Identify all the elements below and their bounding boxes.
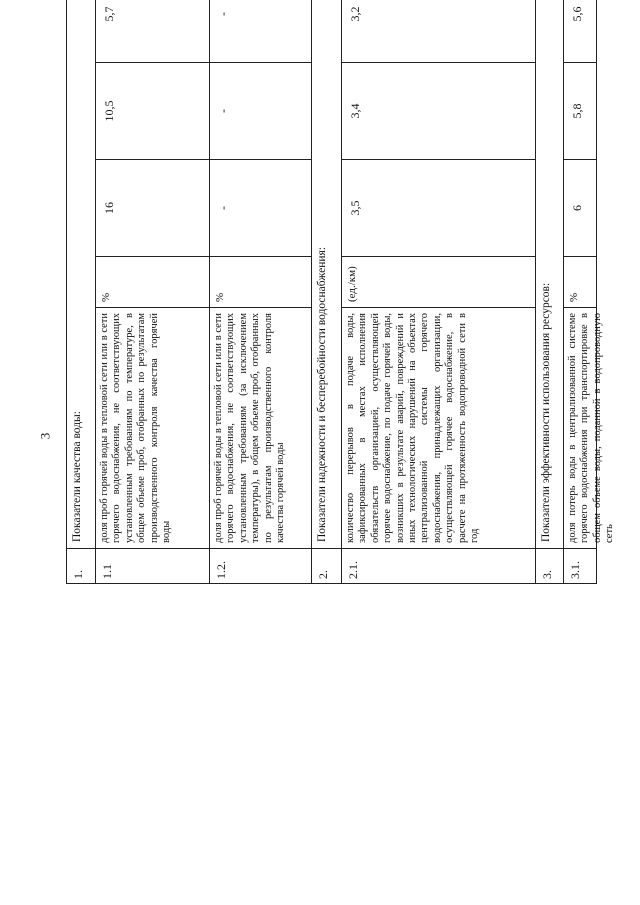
row-value-3: 3,2: [342, 0, 535, 63]
row-description: доля потерь воды в централизованной системе горячего водоснабжения при транспортировке в общем объеме воды, поданной в водопроводную сеть: [564, 308, 596, 549]
row-number: 1.1: [100, 564, 114, 579]
row-value-3: -: [210, 0, 311, 63]
row-value-2: 3,4: [342, 63, 535, 160]
section-header-2: [311, 0, 341, 583]
table-row: [209, 0, 311, 583]
section-number: 2.: [316, 570, 330, 579]
section-header-1: [67, 0, 95, 583]
table-row: [563, 0, 616, 583]
indicators-table-wrapper: [66, 6, 616, 832]
row-number: 2.1.: [346, 561, 360, 579]
row-value-2: 5,8: [564, 63, 596, 160]
table-row: [341, 0, 535, 583]
row-value-2: -: [210, 63, 311, 160]
row-unit: %: [210, 257, 311, 308]
section-title: Показатели эффективности использования ресурсов:: [536, 0, 563, 549]
row-value-3: 5,6: [564, 0, 596, 63]
section-number: 3.: [540, 570, 554, 579]
table-row: [95, 0, 209, 583]
row-unit: (ед./км): [342, 257, 535, 308]
row-value-1: 6: [564, 160, 596, 257]
section-title: Показатели надежности и бесперебойности водоснабжения:: [312, 0, 341, 549]
row-description: доля проб горячей воды в тепловой сети или в сети горячего водоснабжения, не соответствующих установленным требованиям по температуре, в общем объеме проб, отобранных по результатам производственного контроля качества горячей воды: [96, 308, 209, 549]
section-title: Показатели качества воды:: [67, 0, 95, 549]
indicators-table: [66, 0, 616, 584]
page-number: 3: [37, 432, 53, 440]
row-description: доля проб горячей воды в тепловой сети или в сети горячего водоснабжения, не соответствующих установленным требованиям (за исключением температуры), в общем объеме проб, отобранных по результатам производственного контроля качества горячей воды: [210, 308, 311, 549]
row-value-1: 16: [96, 160, 209, 257]
row-number: 3.1.: [568, 561, 582, 579]
row-value-1: -: [210, 160, 311, 257]
row-value-2: 10,5: [96, 63, 209, 160]
row-number: 1.2.: [214, 561, 228, 579]
row-value-3: 5,7: [96, 0, 209, 63]
row-description: количество перерывов в подаче воды, зафиксированных в местах исполнения обязательств организацией, осуществляющей горячее водоснабжение, по подаче горячей воды, возникших в результате аварий, повреждений и иных технологических нарушений на объектах централизованной системы горячего водоснабжения, принадлежащих организации, осуществляющей горячее водоснабжение, в расчете на протяженность водопроводной сети в год: [342, 308, 535, 549]
row-value-1: 3,5: [342, 160, 535, 257]
row-unit: %: [96, 257, 209, 308]
section-number: 1.: [71, 570, 85, 579]
section-header-3: [535, 0, 563, 583]
row-unit: %: [564, 257, 596, 308]
